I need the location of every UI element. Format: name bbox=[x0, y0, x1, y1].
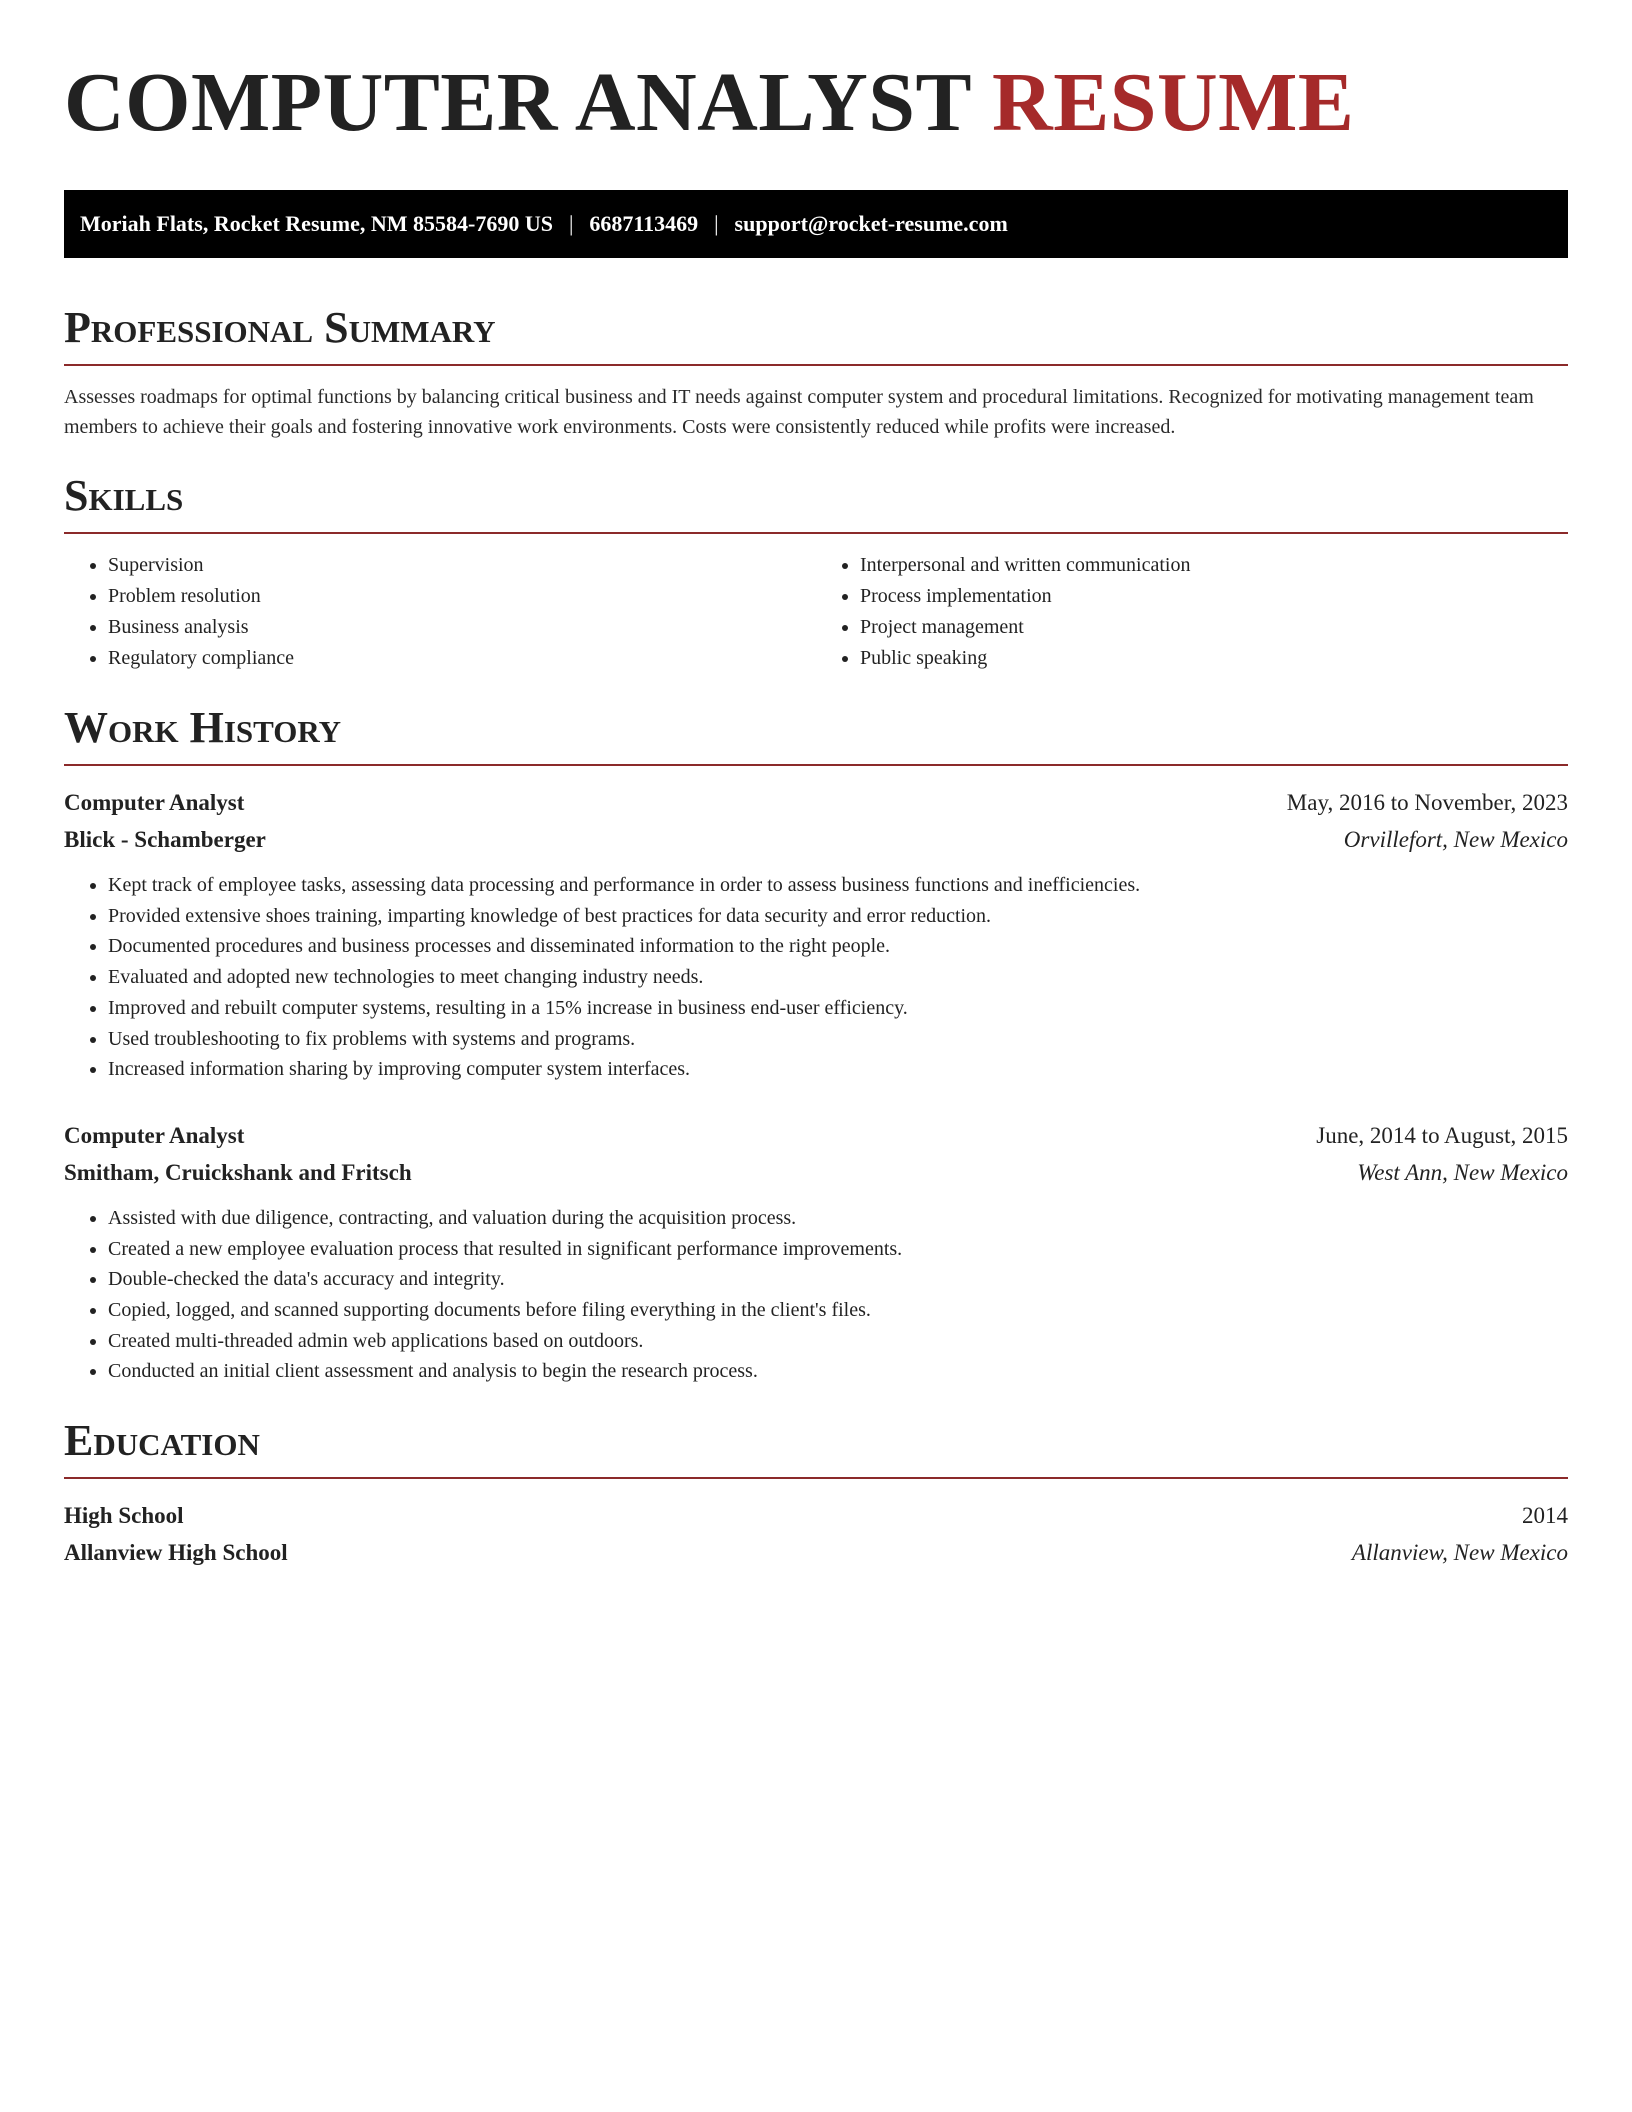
skill-item: • Supervision bbox=[108, 550, 816, 581]
duty-item: • Evaluated and adopted new technologies to meet changing industry needs. bbox=[108, 962, 1568, 993]
education-section bbox=[64, 1415, 1568, 1571]
job-location: Orvillefort, New Mexico bbox=[1343, 827, 1568, 852]
job-entry bbox=[64, 784, 1568, 1085]
skills-column-right bbox=[816, 550, 1568, 674]
title-main: COMPUTER ANALYST bbox=[64, 56, 971, 149]
job-duties bbox=[64, 870, 1568, 1085]
summary-text: Assesses roadmaps for optimal functions by balancing critical business and IT needs against computer system and procedural limitations. Recognized for motivating management team members to achieve their goals and fostering innovative work environments. Costs were consistently reduced while profits were increased. bbox=[64, 386, 1534, 438]
contact-email: support@rocket-resume.com bbox=[734, 211, 1008, 236]
duty-item: • Documented procedures and business processes and disseminated information to the right people. bbox=[108, 931, 1568, 962]
job-header-row bbox=[64, 1117, 1568, 1154]
job-title: Computer Analyst bbox=[64, 790, 245, 815]
section-divider bbox=[64, 364, 1568, 366]
job-dates: June, 2014 to August, 2015 bbox=[1316, 1122, 1568, 1148]
education-year: 2014 bbox=[1522, 1503, 1568, 1529]
education-header-row bbox=[64, 1497, 1568, 1534]
job-company: Smitham, Cruickshank and Fritsch bbox=[64, 1159, 412, 1185]
duty-item: • Increased information sharing by improving computer system interfaces. bbox=[108, 1054, 1568, 1085]
job-company-row bbox=[64, 821, 1568, 858]
skills-section bbox=[64, 470, 1568, 674]
resume-title bbox=[64, 58, 1568, 148]
education-school: Allanview High School bbox=[64, 1540, 288, 1566]
work-history-heading: Work History bbox=[64, 703, 342, 752]
duty-item: • Assisted with due diligence, contracting, and valuation during the acquisition process. bbox=[108, 1203, 1568, 1234]
duty-item: • Provided extensive shoes training, imparting knowledge of best practices for data security and error reduction. bbox=[108, 901, 1568, 932]
skills-heading: Skills bbox=[64, 471, 184, 520]
job-company: Blick - Schamberger bbox=[64, 827, 266, 852]
summary-section bbox=[64, 302, 1568, 442]
skill-item: • Problem resolution bbox=[108, 581, 816, 612]
title-accent: RESUME bbox=[992, 56, 1355, 149]
work-history-section bbox=[64, 702, 1568, 1387]
duty-item: • Created multi-threaded admin web applications based on outdoors. bbox=[108, 1326, 1568, 1357]
section-divider bbox=[64, 764, 1568, 766]
skill-item: • Business analysis bbox=[108, 612, 816, 643]
duty-item: • Copied, logged, and scanned supporting documents before filing everything in the client's files. bbox=[108, 1295, 1568, 1326]
duty-item: • Used troubleshooting to fix problems with systems and programs. bbox=[108, 1024, 1568, 1055]
section-divider bbox=[64, 532, 1568, 534]
contact-phone: 6687113469 bbox=[589, 211, 699, 236]
job-company-row bbox=[64, 1154, 1568, 1191]
skills-column-left bbox=[64, 550, 816, 674]
skill-item: • Public speaking bbox=[860, 643, 1568, 674]
education-location: Allanview, New Mexico bbox=[1351, 1540, 1568, 1566]
contact-address: Moriah Flats, Rocket Resume, NM 85584-7690 US bbox=[80, 211, 553, 236]
job-duties bbox=[64, 1203, 1568, 1387]
skill-item: • Regulatory compliance bbox=[108, 643, 816, 674]
job-header-row bbox=[64, 784, 1568, 821]
job-location: West Ann, New Mexico bbox=[1357, 1159, 1568, 1185]
education-heading: Education bbox=[64, 1416, 260, 1466]
education-school-row bbox=[64, 1534, 1568, 1571]
summary-heading: Professional Summary bbox=[64, 303, 496, 352]
contact-separator: | bbox=[714, 211, 719, 236]
duty-item: • Double-checked the data's accuracy and integrity. bbox=[108, 1264, 1568, 1295]
job-title: Computer Analyst bbox=[64, 1122, 245, 1148]
job-dates: May, 2016 to November, 2023 bbox=[1286, 790, 1568, 815]
contact-bar bbox=[64, 190, 1568, 258]
duty-item: • Improved and rebuilt computer systems, resulting in a 15% increase in business end-user efficiency. bbox=[108, 993, 1568, 1024]
job-entry bbox=[64, 1117, 1568, 1387]
section-divider bbox=[64, 1477, 1568, 1479]
contact-separator: | bbox=[568, 211, 574, 236]
education-degree: High School bbox=[64, 1503, 184, 1529]
education-entry bbox=[64, 1497, 1568, 1571]
skill-item: • Process implementation bbox=[860, 581, 1568, 612]
skill-item: • Interpersonal and written communication bbox=[860, 550, 1568, 581]
duty-item: • Conducted an initial client assessment and analysis to begin the research process. bbox=[108, 1356, 1568, 1387]
skills-list bbox=[64, 550, 1568, 674]
skill-item: • Project management bbox=[860, 612, 1568, 643]
duty-item: • Kept track of employee tasks, assessing data processing and performance in order to assess business functions and inefficiencies. bbox=[108, 870, 1568, 901]
duty-item: • Created a new employee evaluation process that resulted in significant performance improvements. bbox=[108, 1234, 1568, 1265]
